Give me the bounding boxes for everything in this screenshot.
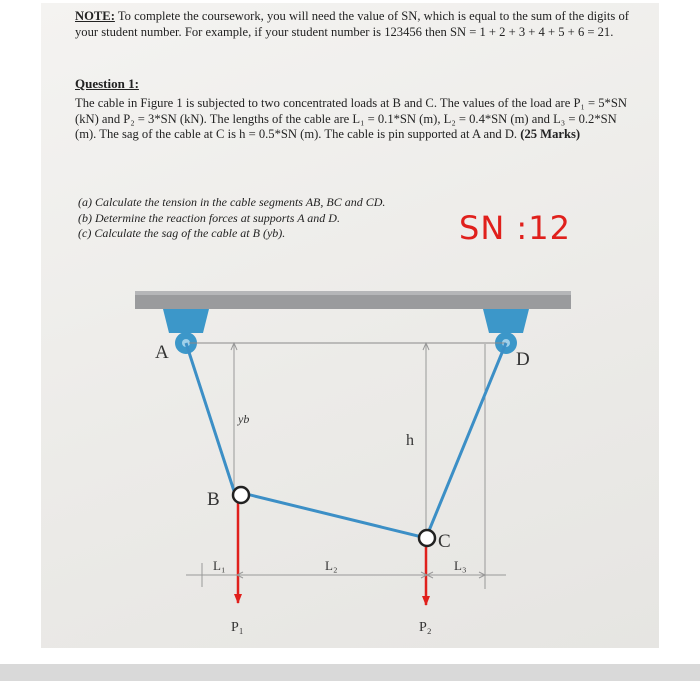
label-c: C	[438, 531, 451, 552]
label-a: A	[155, 342, 169, 363]
node-c	[419, 530, 435, 546]
sn-annotation: SN :12	[459, 209, 571, 247]
label-p1: P₁	[231, 620, 244, 635]
footer-bar	[0, 664, 700, 681]
question-title: Question 1:	[75, 76, 139, 91]
node-b	[233, 487, 249, 503]
coursework-photo	[41, 3, 659, 648]
label-p2: P₂	[419, 620, 432, 635]
label-b: B	[207, 489, 220, 510]
note-text: To complete the coursework, you will need the value of SN, which is equal to the sum of the digits of your student number. For example, if your student number is 123456 then SN = 1 + 2 + 3 + 4 + 5 + 6 = 21.	[75, 9, 629, 39]
cable-figure	[41, 3, 659, 648]
label-d: D	[516, 349, 530, 370]
ceiling-beam-top	[135, 291, 571, 295]
label-l2: L₂	[325, 558, 338, 573]
part-c: (c) Calculate the sag of the cable at B (yb).	[78, 226, 286, 241]
label-yb: yb	[238, 412, 250, 426]
label-l3: L₃	[454, 558, 467, 573]
question-text: The cable in Figure 1 is subjected to two concentrated loads at B and C. The values of the load are P₁ = 5*SN (kN) and P₂ = 3*SN (kN). The lengths of the cable are L₁ = 0.1*SN (m), L₂ = 0.4*SN (m) and L₃ = 0.2*SN (m). The sag of the cable at C is h = 0.5*SN (m). The cable is pin supported at A and D.	[75, 96, 627, 142]
label-l1: L₁	[213, 558, 226, 573]
support-d	[483, 309, 529, 354]
question-marks: (25 Marks)	[520, 127, 581, 142]
note-label: NOTE:	[75, 9, 115, 23]
part-b: (b) Determine the reaction forces at supports A and D.	[78, 210, 340, 225]
label-h: h	[406, 432, 414, 449]
part-a: (a) Calculate the tension in the cable segments AB, BC and CD.	[78, 195, 386, 209]
